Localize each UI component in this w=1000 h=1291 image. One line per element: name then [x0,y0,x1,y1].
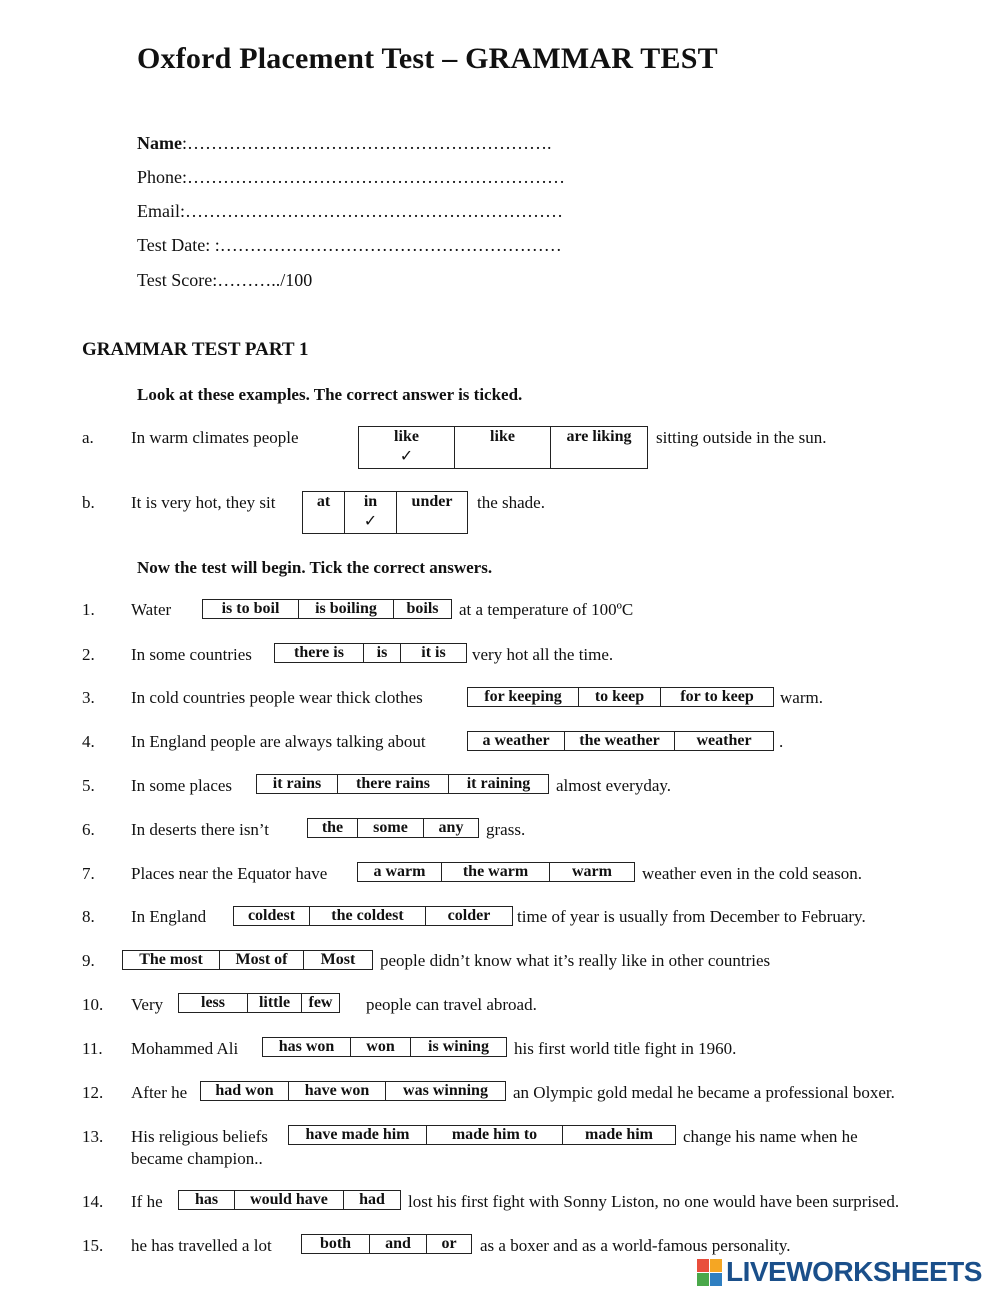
question-8-number: 8. [82,907,95,926]
example-a-option-3: are liking [566,428,632,445]
question-1-options [202,599,452,619]
example-a-text: In warm climates people [131,428,299,447]
name-dots: :……………………………………………………. [181,133,552,153]
question-6-text: In deserts there isn’t [131,820,270,839]
question-14-option-2[interactable]: would have [235,1191,344,1209]
question-15-options [301,1234,472,1254]
question-9-number: 9. [82,951,95,970]
question-6-option-1[interactable]: the [308,819,358,837]
question-3-text: In cold countries people wear thick clothes [131,688,423,707]
question-10-options [178,993,340,1013]
question-13-text: His religious beliefs [131,1127,268,1146]
test-score-field: Test Score:………../100 [137,270,313,290]
question-12-number: 12. [82,1083,104,1102]
question-13-after-line-2: became champion.. [131,1149,263,1168]
question-11-text: Mohammed Ali [131,1039,239,1058]
question-14-option-3[interactable]: had [359,1191,385,1208]
question-6-option-2[interactable]: some [358,819,424,837]
question-10-text: Very [131,995,164,1014]
test-instruction: Now the test will begin. Tick the correct answers. [137,558,493,577]
question-4-option-1[interactable]: a weather [468,732,565,750]
question-15-option-3[interactable]: or [441,1235,457,1252]
question-12-text: After he [131,1083,188,1102]
question-4-after: . [779,732,784,751]
question-8-option-3[interactable]: colder [447,907,491,924]
question-12-option-3[interactable]: was winning [403,1082,488,1099]
question-6-options [307,818,479,838]
question-11-option-3[interactable]: is wining [428,1038,489,1055]
example-a-option-1: like ✓ [359,427,455,468]
question-3-options [467,687,774,707]
question-4-options [467,731,774,751]
question-10-option-2[interactable]: little [248,994,302,1012]
page-title: Oxford Placement Test – GRAMMAR TEST [137,42,718,75]
question-5-number: 5. [82,776,95,795]
question-5-option-2[interactable]: there rains [338,775,449,793]
example-b-after: the shade. [477,493,545,512]
question-4-text: In England people are always talking about [131,732,426,751]
question-10-option-1[interactable]: less [179,994,248,1012]
question-1-text: Water [131,600,172,619]
question-3-after: warm. [780,688,823,707]
example-a-option-2: like [455,427,551,468]
question-12-option-2[interactable]: have won [289,1082,386,1100]
section-title: GRAMMAR TEST PART 1 [82,339,309,360]
question-11-options [262,1037,507,1057]
question-13-options [288,1125,676,1145]
question-13-after: change his name when he [683,1127,858,1146]
question-7-option-1[interactable]: a warm [358,863,442,881]
question-5-option-3[interactable]: it raining [466,775,531,792]
logo-mark-icon [697,1259,722,1286]
question-8-options [233,906,513,926]
question-15-option-1[interactable]: both [302,1235,370,1253]
question-14-options [178,1190,401,1210]
tick-icon: ✓ [399,448,414,465]
question-6-number: 6. [82,820,95,839]
example-b-option-3: under [411,493,453,510]
question-8-option-1[interactable]: coldest [234,907,310,925]
question-2-option-2[interactable]: is [364,644,401,662]
example-a-options [358,426,648,469]
question-15-number: 15. [82,1236,104,1255]
question-10-after: people can travel abroad. [366,995,537,1014]
question-7-option-2[interactable]: the warm [442,863,550,881]
question-1-option-3[interactable]: boils [406,600,439,617]
question-4-option-2[interactable]: the weather [565,732,675,750]
question-15-text: he has travelled a lot [131,1236,272,1255]
question-10-option-3[interactable]: few [308,994,333,1011]
question-11-option-1[interactable]: has won [263,1038,351,1056]
question-3-option-3[interactable]: for to keep [680,688,754,705]
question-4-option-3[interactable]: weather [696,732,752,749]
question-7-after: weather even in the cold season. [642,864,862,883]
example-a-label: a. [82,428,94,447]
name-field[interactable] [137,133,552,154]
question-12-option-1[interactable]: had won [201,1082,289,1100]
phone-field[interactable]: Phone:……………………………………………………… [137,167,566,187]
example-b-options [302,491,468,534]
question-9-option-1[interactable]: The most [123,951,220,969]
example-b-text: It is very hot, they sit [131,493,276,512]
question-2-option-1[interactable]: there is [275,644,364,662]
question-12-after: an Olympic gold medal he became a professional boxer. [513,1083,895,1102]
question-9-after: people didn’t know what it’s really like in other countries [380,951,771,970]
question-2-after: very hot all the time. [472,645,614,664]
question-2-number: 2. [82,645,95,664]
question-13-option-1[interactable]: have made him [289,1126,427,1144]
question-10-number: 10. [82,995,104,1014]
question-9-options [122,950,373,970]
question-2-options [274,643,467,663]
question-13-number: 13. [82,1127,104,1146]
question-9-option-3[interactable]: Most [320,951,356,968]
question-5-options [256,774,549,794]
question-9-option-2[interactable]: Most of [220,951,304,969]
question-2-text: In some countries [131,645,252,664]
question-3-number: 3. [82,688,95,707]
question-12-options [200,1081,506,1101]
question-2-option-3[interactable]: it is [421,644,446,661]
question-14-option-1[interactable]: has [179,1191,235,1209]
tick-icon: ✓ [363,513,378,530]
question-3-option-1[interactable]: for keeping [468,688,579,706]
question-4-number: 4. [82,732,95,751]
test-date-field[interactable]: Test Date: :………………………………………………… [137,235,562,255]
question-7-options [357,862,635,882]
question-7-number: 7. [82,864,95,883]
question-11-after: his first world title fight in 1960. [514,1039,737,1058]
question-11-number: 11. [82,1039,103,1058]
question-5-option-1[interactable]: it rains [257,775,338,793]
question-8-text: In England [131,907,207,926]
example-a-after: sitting outside in the sun. [656,428,827,447]
question-15-option-2[interactable]: and [370,1235,427,1253]
question-6-option-3[interactable]: any [438,819,464,836]
question-3-option-2[interactable]: to keep [579,688,661,706]
liveworksheets-logo [697,1256,982,1288]
question-13-option-3[interactable]: made him [585,1126,653,1143]
question-14-text: If he [131,1192,163,1211]
examples-instruction: Look at these examples. The correct answer is ticked. [137,385,523,404]
example-b-label: b. [82,493,95,512]
question-1-after: at a temperature of 100ºC [459,600,634,619]
question-7-option-3[interactable]: warm [572,863,612,880]
question-1-number: 1. [82,600,95,619]
question-8-option-2[interactable]: the coldest [310,907,426,925]
question-15-after: as a boxer and as a world-famous personality. [480,1236,791,1255]
name-label: Name [137,133,182,153]
example-b-option-1: at [303,492,345,533]
question-5-after: almost everyday. [556,776,672,795]
question-14-number: 14. [82,1192,104,1211]
question-5-text: In some places [131,776,233,795]
example-b-option-2: in ✓ [345,492,397,533]
question-1-option-2[interactable]: is boiling [299,600,394,618]
question-8-after: time of year is usually from December to February. [517,907,866,926]
question-14-after: lost his first fight with Sonny Liston, no one would have been surprised. [408,1192,900,1211]
question-6-after: grass. [486,820,526,839]
question-1-option-1[interactable]: is to boil [203,600,299,618]
email-field[interactable]: Email:……………………………………………………… [137,201,563,221]
logo-text: LIVEWORKSHEETS [726,1256,982,1287]
question-13-option-2[interactable]: made him to [427,1126,563,1144]
question-11-option-2[interactable]: won [351,1038,411,1056]
question-7-text: Places near the Equator have [131,864,328,883]
